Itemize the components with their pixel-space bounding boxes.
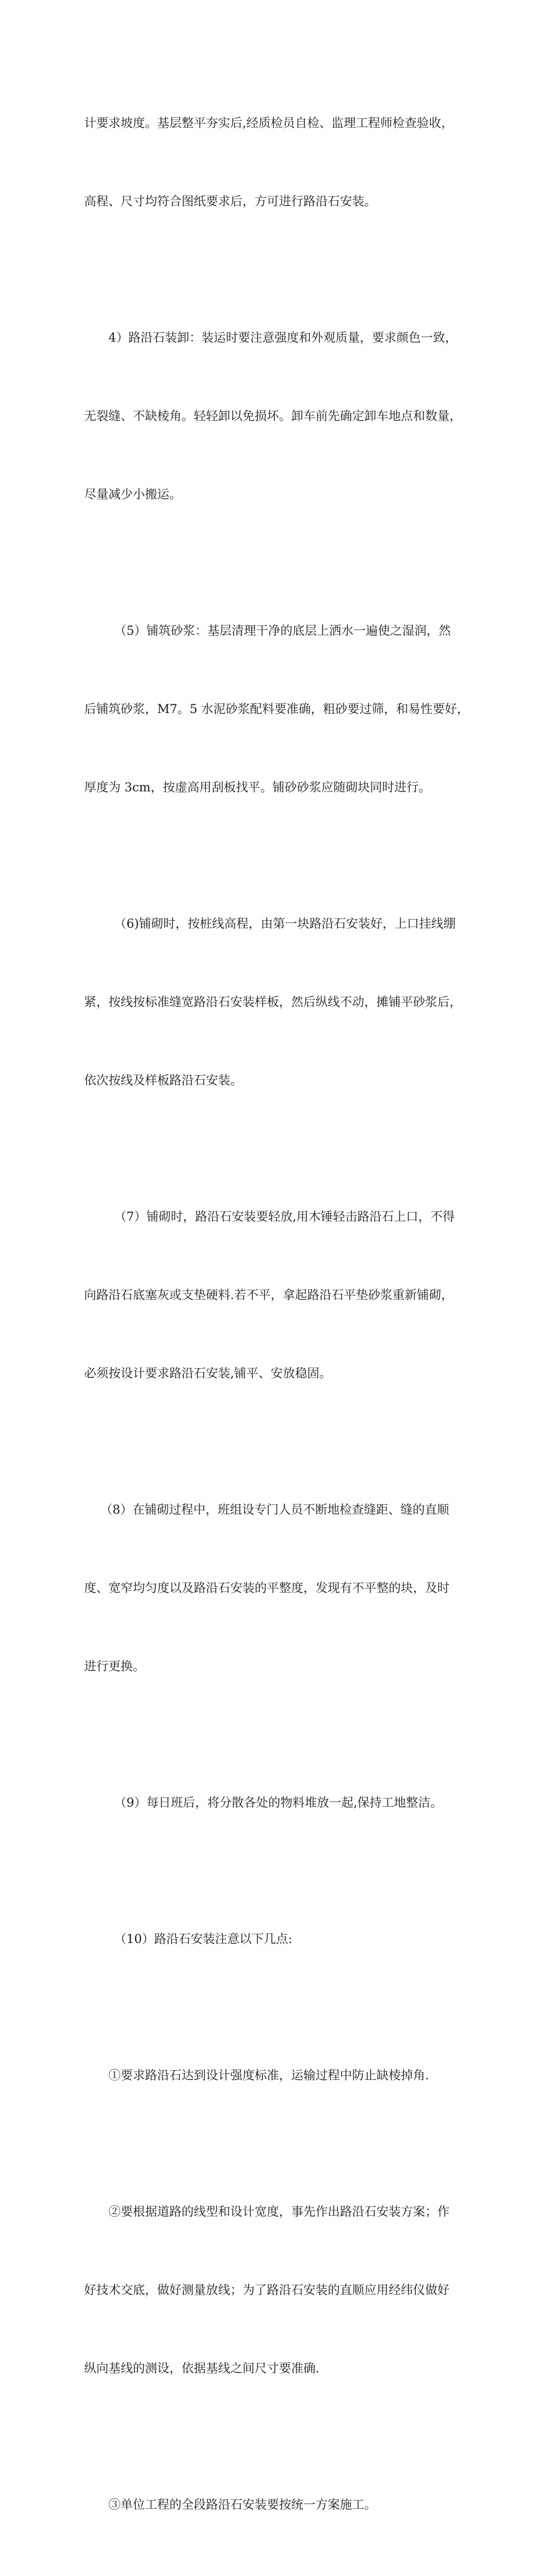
paragraph-item-6 — [84, 859, 478, 1146]
text-line: 计要求坡度。基层整平夯实后,经质检员自检、监理工程师检查验收， — [84, 116, 454, 130]
text-line: （6)铺砌时，按桩线高程，由第一块路沿石安装好，上口挂线绷 — [114, 917, 456, 931]
paragraph-continued — [84, 58, 478, 267]
text-line: （8）在铺砌过程中，班组设专门人员不断地检查缝距、缝的直顺 — [100, 1503, 449, 1517]
paragraph-item-10 — [84, 1874, 478, 2005]
text-line: 纵向基线的测设，依据基线之间尺寸要准确. — [84, 2361, 320, 2375]
text-line: 4）路沿石装卸：装运时要注意强度和外观质量，要求颜色一致， — [108, 331, 458, 345]
paragraph-item-9 — [84, 1738, 478, 1868]
paragraph-item-10-1 — [84, 2010, 478, 2141]
text-line: ②要根据道路的线型和设计宽度，事先作出路沿石安装方案；作 — [108, 2205, 449, 2219]
text-line: 依次按线及样板路沿石安装。 — [84, 1073, 242, 1087]
text-line: 后铺筑砂浆，M7。5 水泥砂浆配料要准确，粗砂要过筛，和易性要好， — [84, 702, 469, 716]
paragraph-item-8 — [84, 1445, 478, 1732]
text-line: ③单位工程的全段路沿石安装要按统一方案施工。 — [108, 2498, 376, 2512]
text-line: 高程、尺寸均符合图纸要求后，方可进行路沿石安装。 — [84, 194, 376, 208]
text-line: ①要求路沿石达到设计强度标准，运输过程中防止缺棱掉角. — [108, 2068, 429, 2082]
text-line: 无裂缝、不缺棱角。轻轻卸以免损坏。卸车前先确定卸车地点和数量， — [84, 409, 462, 423]
paragraph-item-5 — [84, 566, 478, 853]
text-line: 必须按设计要求路沿石安装,铺平、安放稳固。 — [84, 1366, 332, 1380]
text-line: 进行更换。 — [84, 1659, 145, 1673]
text-line: 向路沿石底塞灰或支垫硬料.若不平，拿起路沿石平垫砂浆重新铺砌， — [84, 1288, 454, 1302]
document-body — [84, 58, 478, 2576]
text-line: （7）铺砌时，路沿石安装要轻放,用木锤轻击路沿石上口，不得 — [114, 1210, 455, 1224]
text-line: 尽量减少小搬运。 — [84, 487, 182, 501]
text-line: 好技术交底，做好测量放线；为了路沿石安装的直顺应用经纬仪做好 — [84, 2283, 449, 2297]
text-line: 厚度为 3cm，按虚高用刮板找平。铺砂砂浆应随砌块同时进行。 — [84, 780, 431, 794]
paragraph-item-7 — [84, 1152, 478, 1439]
text-line: （10）路沿石安装注意以下几点: — [114, 1932, 292, 1946]
paragraph-item-4 — [84, 273, 478, 560]
text-line: （5）铺筑砂浆：基层清理干净的底层上洒水一遍使之湿润，然 — [114, 624, 451, 638]
text-line: （9）每日班后，将分散各处的物料堆放一起,保持工地整洁。 — [114, 1796, 443, 1810]
paragraph-item-10-2 — [84, 2147, 478, 2434]
text-line: 紧，按线按标准缝宽路沿石安装样板，然后纵线不动，摊铺平砂浆后， — [84, 995, 462, 1009]
text-line: 度、宽窄均匀度以及路沿石安装的平整度，发现有不平整的块，及时 — [84, 1581, 449, 1595]
paragraph-item-10-3 — [84, 2440, 478, 2570]
